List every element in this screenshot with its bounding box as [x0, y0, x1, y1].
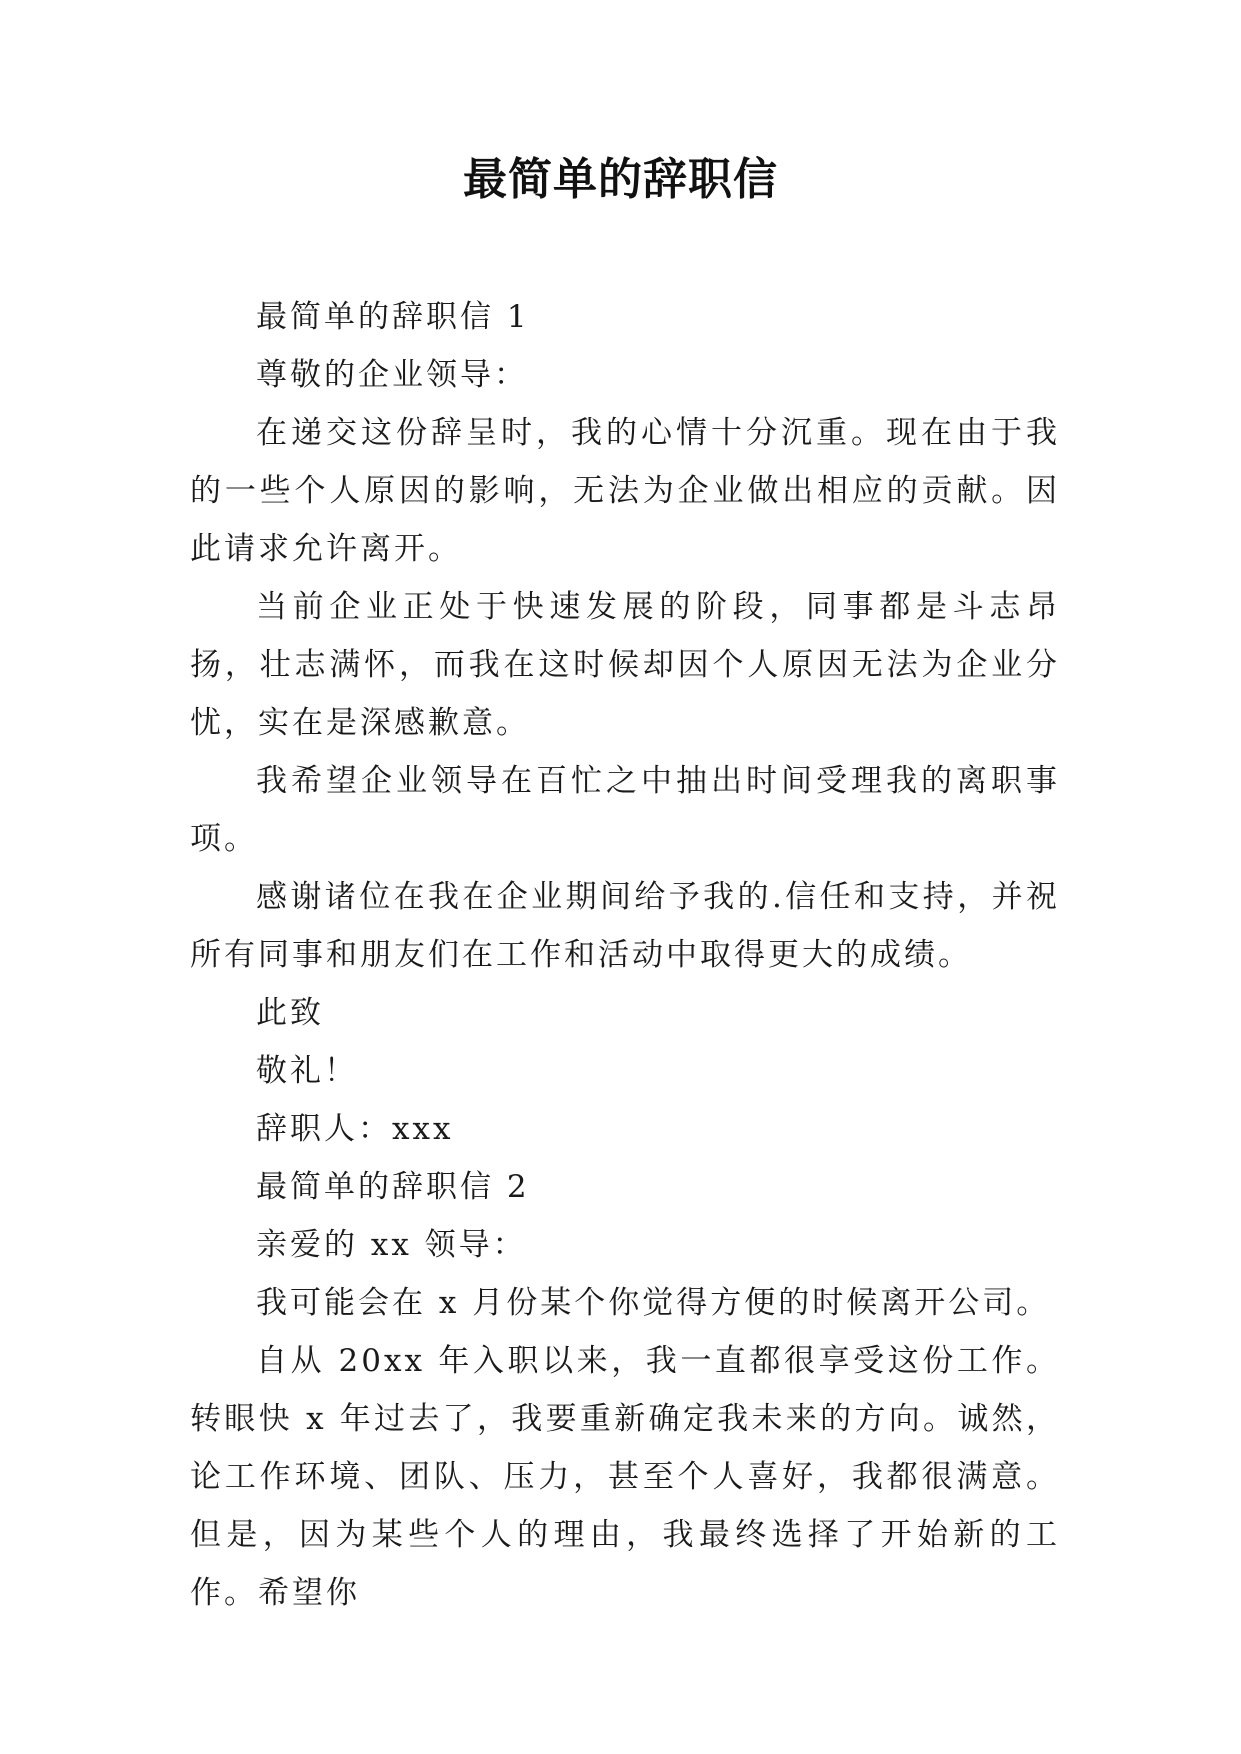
- paragraph-salutation-2: 亲爱的 xx 领导：: [256, 1227, 527, 1263]
- document-title: 最简单的辞职信: [463, 154, 778, 205]
- paragraph-body: 在递交这份辞呈时，我的心情十分沉重。现在由于我的一些个人原因的影响，无法为企业做出相应的贡献。因此请求允许离开。: [190, 415, 1060, 567]
- document-body: [190, 288, 1060, 1622]
- paragraph-body: 当前企业正处于快速发展的阶段，同事都是斗志昂扬，壮志满怀，而我在这时候却因个人原因无法为企业分忧，实在是深感歉意。: [190, 589, 1060, 741]
- paragraph-letter2-heading: 最简单的辞职信 2: [256, 1169, 530, 1205]
- paragraph-body: 我希望企业领导在百忙之中抽出时间受理我的离职事项。: [190, 763, 1060, 857]
- paragraph-salutation-1: 尊敬的企业领导：: [256, 357, 528, 393]
- paragraph-closing: 敬礼！: [256, 1053, 358, 1089]
- paragraph-closing: 此致: [256, 995, 324, 1031]
- paragraph-body: 我可能会在 x 月份某个你觉得方便的时候离开公司。: [256, 1285, 1051, 1321]
- paragraph-letter1-heading: 最简单的辞职信 1: [256, 299, 530, 335]
- paragraph-body: 感谢诸位在我在企业期间给予我的.信任和支持，并祝所有同事和朋友们在工作和活动中取得更大的成绩。: [190, 879, 1060, 973]
- paragraph-body: 自从 20xx 年入职以来，我一直都很享受这份工作。转眼快 x 年过去了，我要重新确定我未来的方向。诚然，论工作环境、团队、压力，甚至个人喜好，我都很满意。但是，因为某些个人的理由，我最终选择了开始新的工作。希望你: [190, 1343, 1060, 1611]
- paragraph-signature: 辞职人：xxx: [256, 1111, 454, 1147]
